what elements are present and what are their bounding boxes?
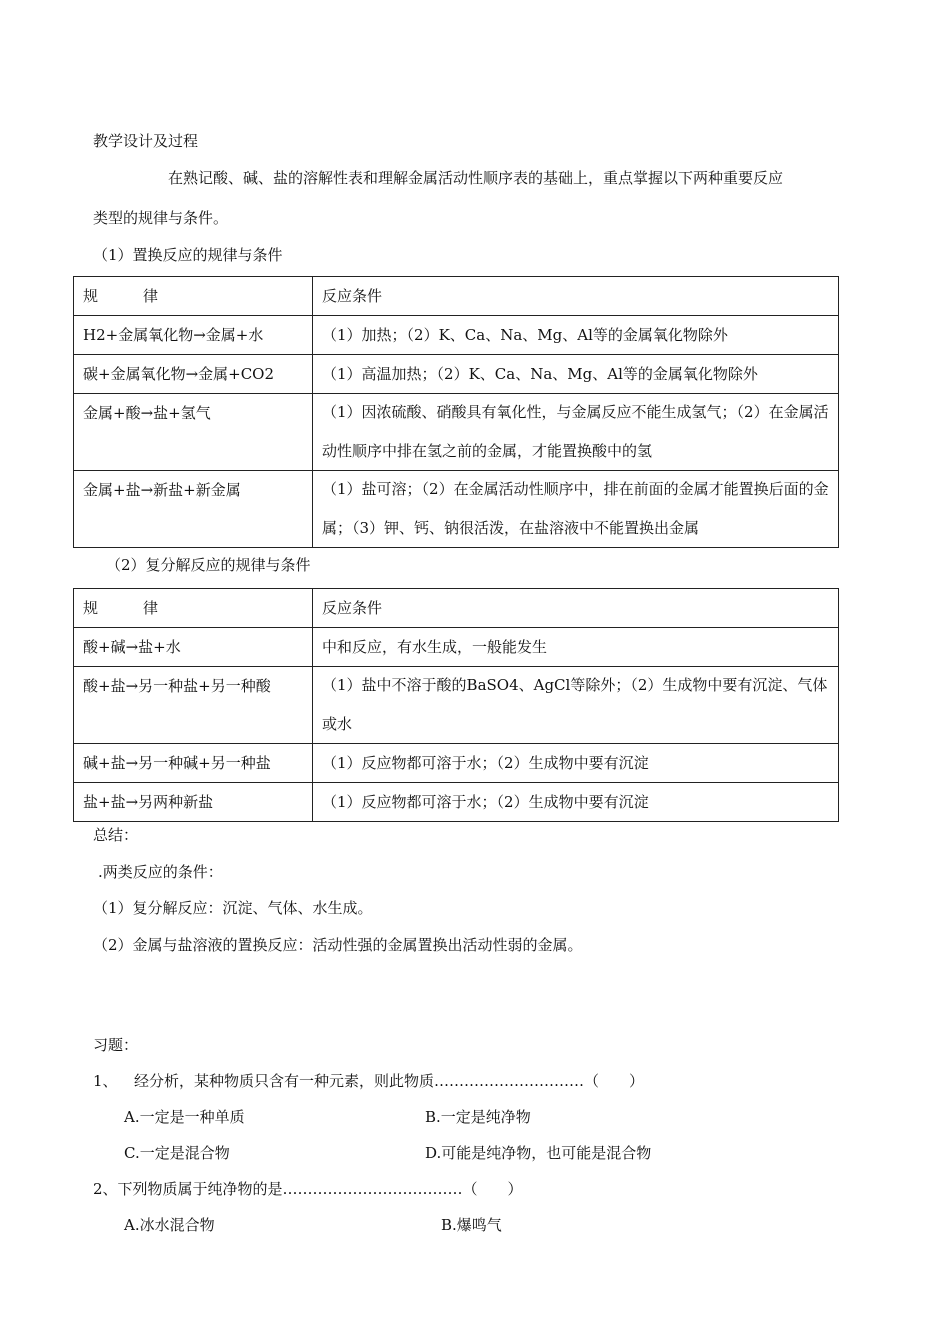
rule-cell: 金属+酸→盐+氢气 — [74, 394, 313, 471]
condition-text: （1）盐中不溶于酸的BaSO4、AgCl等除外；（2）生成物中要有沉淀、气体或水 — [322, 676, 828, 733]
header-rule: 规 律 — [74, 589, 313, 628]
intro-paragraph-line1: 在熟记酸、碱、盐的溶解性表和理解金属活动性顺序表的基础上，重点掌握以下两种重要反应 — [168, 169, 784, 187]
table-row — [74, 744, 839, 783]
question-2-option-a: A.冰水混合物 — [124, 1216, 215, 1234]
condition-cell: （1）反应物都可溶于水；（2）生成物中要有沉淀 — [313, 744, 839, 783]
question-1-number: 1、 — [93, 1072, 118, 1090]
summary-point-2: （2）金属与盐溶液的置换反应：活动性强的金属置换出活动性弱的金属。 — [93, 936, 583, 954]
question-1-option-b: B.一定是纯净物 — [425, 1108, 531, 1126]
question-1-option-c: C.一定是混合物 — [124, 1144, 230, 1162]
condition-cell: （1）高温加热；（2）K、Ca、Na、Mg、Al等的金属氧化物除外 — [313, 355, 839, 394]
table-row — [74, 394, 839, 471]
table-row — [74, 667, 839, 744]
table-header-row — [74, 277, 839, 316]
summary-point-1: （1）复分解反应：沉淀、气体、水生成。 — [93, 899, 373, 917]
table-row — [74, 355, 839, 394]
header-condition: 反应条件 — [313, 277, 839, 316]
condition-cell: （1）加热；（2）K、Ca、Na、Mg、Al等的金属氧化物除外 — [313, 316, 839, 355]
rule-cell: 碳+金属氧化物→金属+CO2 — [74, 355, 313, 394]
question-2-option-b: B.爆鸣气 — [441, 1216, 502, 1234]
condition-text: （1）因浓硫酸、硝酸具有氧化性，与金属反应不能生成氢气；（2）在金属活动性顺序中排在氢之前的金属，才能置换酸中的氢 — [322, 403, 829, 460]
header-rule: 规 律 — [74, 277, 313, 316]
summary-title: 总结： — [93, 826, 139, 844]
substitution-reaction-table — [73, 276, 839, 548]
section-heading: 教学设计及过程 — [93, 132, 199, 150]
condition-cell — [313, 667, 839, 744]
table-row — [74, 471, 839, 548]
header-condition: 反应条件 — [313, 589, 839, 628]
table-row — [74, 316, 839, 355]
condition-cell — [313, 471, 839, 548]
exercises-title: 习题： — [93, 1036, 139, 1054]
rule-cell: 酸+盐→另一种盐+另一种酸 — [74, 667, 313, 744]
table-header-row — [74, 589, 839, 628]
question-1-option-d: D.可能是纯净物，也可能是混合物 — [425, 1144, 652, 1162]
intro-paragraph-line2: 类型的规律与条件。 — [93, 209, 229, 227]
question-1-stem: 经分析，某种物质只含有一种元素，则此物质…………………………（ ） — [134, 1072, 645, 1090]
rule-cell: 金属+盐→新盐+新金属 — [74, 471, 313, 548]
rule-cell: 酸+碱→盐+水 — [74, 628, 313, 667]
condition-cell — [313, 394, 839, 471]
condition-cell: 中和反应，有水生成，一般能发生 — [313, 628, 839, 667]
rule-cell: 盐+盐→另两种新盐 — [74, 783, 313, 822]
condition-text: （1）盐可溶；（2）在金属活动性顺序中，排在前面的金属才能置换后面的金属；（3）钾、钙、钠很活泼，在盐溶液中不能置换出金属 — [322, 480, 829, 537]
condition-cell: （1）反应物都可溶于水；（2）生成物中要有沉淀 — [313, 783, 839, 822]
question-2-stem: 2、下列物质属于纯净物的是………………………………（ ） — [93, 1180, 523, 1198]
summary-subtitle: .两类反应的条件： — [98, 863, 223, 881]
rule-cell: H2+金属氧化物→金属+水 — [74, 316, 313, 355]
section1-title: （1）置换反应的规律与条件 — [93, 246, 283, 264]
rule-cell: 碱+盐→另一种碱+另一种盐 — [74, 744, 313, 783]
section2-title: （2）复分解反应的规律与条件 — [106, 556, 311, 574]
table-row — [74, 628, 839, 667]
double-decomposition-table — [73, 588, 839, 822]
table-row — [74, 783, 839, 822]
question-1-option-a: A.一定是一种单质 — [124, 1108, 245, 1126]
